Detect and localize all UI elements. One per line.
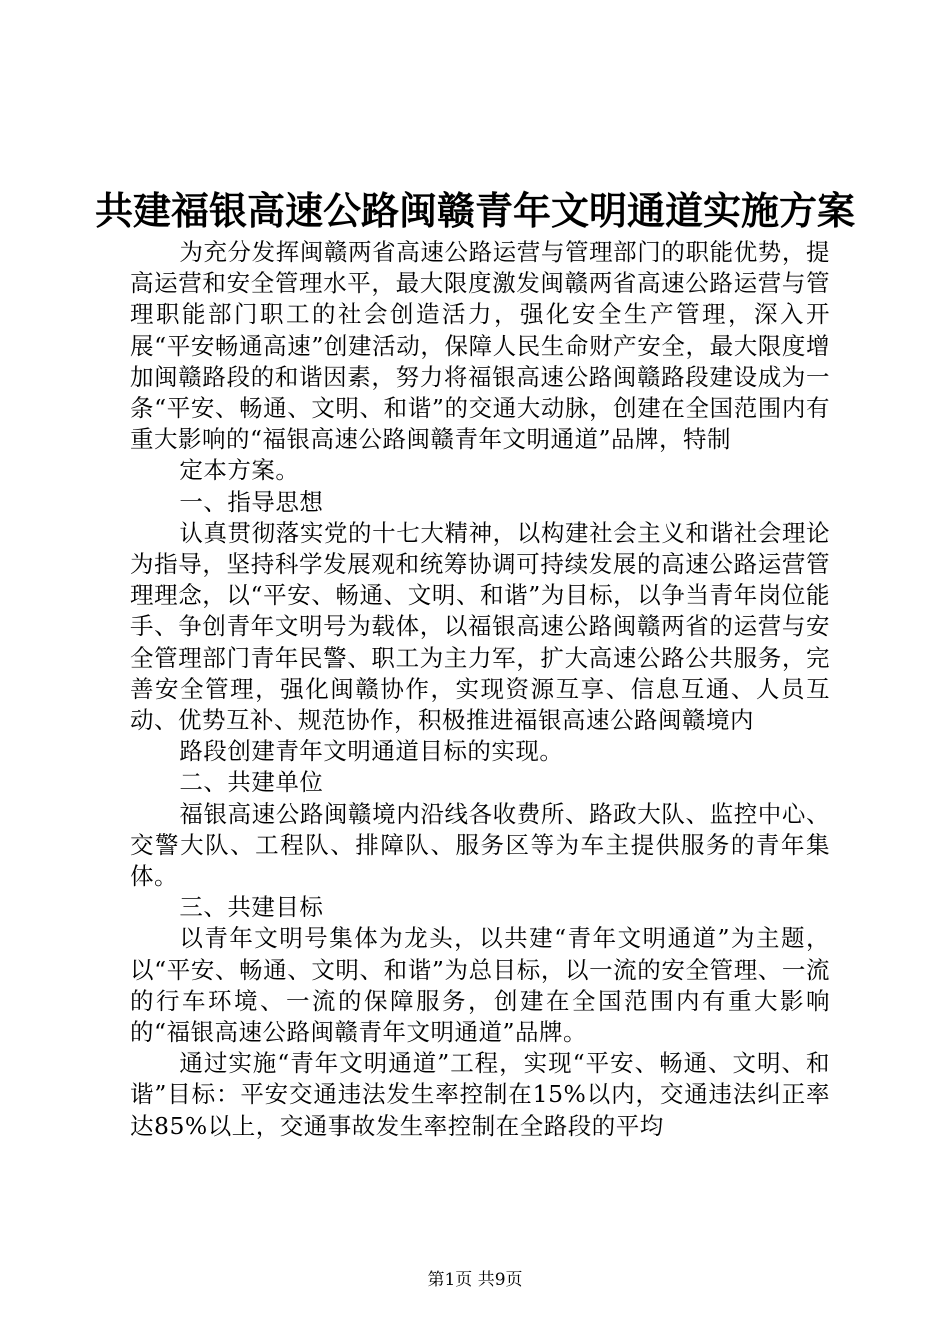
document-title: 共建福银高速公路闽赣青年文明通道实施方案 (94, 188, 855, 233)
section-heading-joint-goals: 三、共建目标 (179, 893, 324, 922)
paragraph-intro: 为充分发挥闽赣两省高速公路运营与管理部门的职能优势，提高运营和安全管理水平，最大限度激发闽赣两省高速公路运营与管理职能部门职工的社会创造活力，强化安全生产管理，深入开展“平安畅通高速”创建活动，保障人民生命财产安全，最大限度增加闽赣路段的和谐因素，努力将福银高速公路闽赣路段建设成为一条“平安、畅通、文明、和谐”的交通大动脉，创建在全国范围内有重大影响的“福银高速公路闽赣青年文明通道”品牌，特制 (130, 238, 830, 454)
paragraph-joint-units: 福银高速公路闽赣境内沿线各收费所、路政大队、监控中心、交警大队、工程队、排障队、服务区等为车主提供服务的青年集体。 (130, 799, 830, 891)
paragraph-joint-goals: 以青年文明号集体为龙头，以共建“青年文明通道”为主题，以“平安、畅通、文明、和谐”为总目标，以一流的安全管理、一流的行车环境、一流的保障服务，创建在全国范围内有重大影响的“福银高速公路闽赣青年文明通道”品牌。 (130, 924, 830, 1047)
section-heading-guiding-ideology: 一、指导思想 (179, 487, 324, 516)
paragraph-guiding-ideology: 认真贯彻落实党的十七大精神，以构建社会主义和谐社会理论为指导，坚持科学发展观和统筹协调可持续发展的高速公路运营管理理念，以“平安、畅通、文明、和谐”为目标，以争当青年岗位能手、争创青年文明号为载体，以福银高速公路闽赣两省的运营与安全管理部门青年民警、职工为主力军，扩大高速公路公共服务，完善安全管理，强化闽赣协作，实现资源互享、信息互通、人员互动、优势互补、规范协作，积极推进福银高速公路闽赣境内 (130, 518, 830, 735)
paragraph-goal-targets: 通过实施“青年文明通道”工程，实现“平安、畅通、文明、和谐”目标：平安交通违法发生率控制在15%以内，交通违法纠正率达85%以上，交通事故发生率控制在全路段的平均 (130, 1049, 830, 1140)
page-footer: 第1页 共9页 (427, 1270, 523, 1290)
paragraph-intro-continued: 定本方案。 (179, 456, 300, 485)
paragraph-guiding-ideology-continued: 路段创建青年文明通道目标的实现。 (179, 737, 564, 766)
document-body (130, 237, 830, 1142)
section-heading-joint-units: 二、共建单位 (179, 768, 324, 797)
